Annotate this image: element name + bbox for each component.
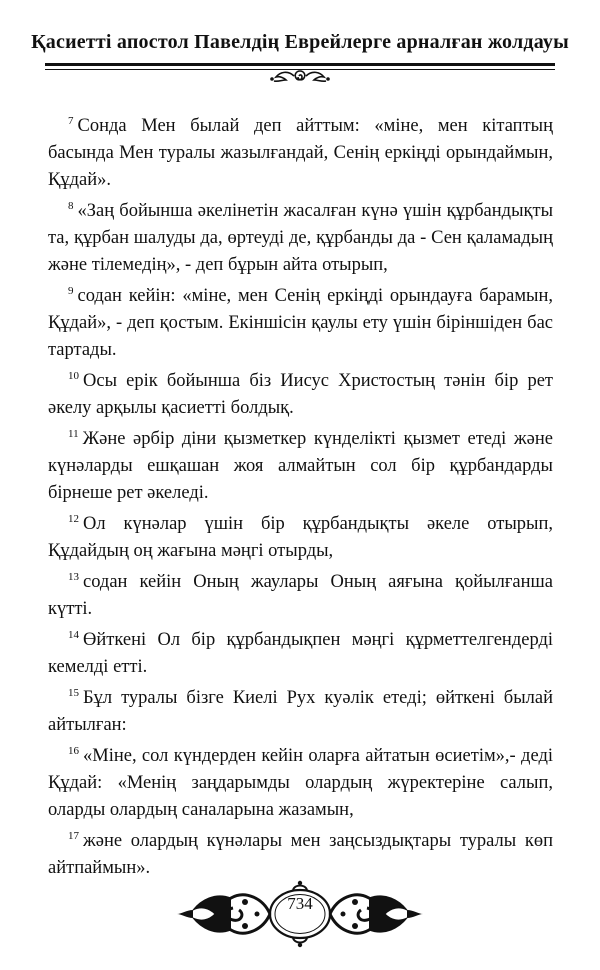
verse-12 [48,511,553,565]
verse-number: 15 [68,687,79,699]
verse-15 [48,685,553,739]
verse-text: «Заң бойынша әкелінетін жасалған күнә үшін құрбандықты та, құрбан шалуды да, өртеуді де, құрбанды да - Сен қаламадың және тілемедің», - деп бұрын айта отырып, [48,201,553,275]
running-header: Қасиетті апостол Павелдің Еврейлерге арналған жолдауы [31,31,569,53]
header-flourish-ornament [268,68,332,86]
verse-number: 12 [68,513,79,525]
verse-13 [48,569,553,623]
footer-ornament [175,876,425,952]
verse-number: 7 [68,115,74,127]
verse-11 [48,426,553,507]
verse-7 [48,113,553,194]
verse-text: содан кейін: «міне, мен Сенің еркіңді орындауға барамын, Құдай», - деп қостым. Екіншісін қаулы ету үшін біріншіден бас тартады. [48,286,553,360]
verse-text: Осы ерік бойынша біз Иисус Христостың тәнін бір рет әкелу арқылы қасиетті болдық. [48,371,553,418]
scripture-text [48,113,553,886]
verse-text: және олардың күнәлары мен заңсыздықтары туралы көп айтпаймын». [48,831,553,878]
verse-17 [48,828,553,882]
verse-text: Бұл туралы бізге Киелі Рух куәлік етеді; өйткені былай айтылған: [48,688,553,735]
verse-9 [48,283,553,364]
verse-text: Өйткені Ол бір құрбандықпен мәңгі құрметтелгендерді кемелді етті. [48,630,553,677]
verse-number: 16 [68,745,79,757]
verse-10 [48,368,553,422]
verse-number: 11 [68,428,79,440]
verse-number: 8 [68,200,74,212]
verse-text: Сонда Мен былай деп айттым: «міне, мен кітаптың басында Мен туралы жазылғандай, Сенің еркіңді орындаймын, Құдай». [48,116,553,190]
verse-number: 9 [68,285,74,297]
verse-text: содан кейін Оның жаулары Оның аяғына қойылғанша күтті. [48,572,553,619]
verse-number: 10 [68,370,79,382]
verse-8 [48,198,553,279]
verse-text: Және әрбір діни қызметкер күнделікті қызмет етеді және күнәларды ешқашан жоя алмайтын сол бір құрбандарды бірнеше рет әкеледі. [48,429,553,503]
header-rule-thick [45,63,555,66]
verse-number: 14 [68,629,79,641]
page-number: 734 [287,894,313,913]
verse-number: 13 [68,571,79,583]
verse-number: 17 [68,830,79,842]
verse-14 [48,627,553,681]
verse-text: «Міне, сол күндерден кейін оларға айтатын өсиетім»,- деді Құдай: «Менің заңдарымды олардың жүректеріне салып, оларды олардың саналарына жазамын, [48,746,553,820]
verse-text: Ол күнәлар үшін бір құрбандықты әкеле отырып, Құдайдың оң жағына мәңгі отырды, [48,514,553,561]
verse-16 [48,743,553,824]
